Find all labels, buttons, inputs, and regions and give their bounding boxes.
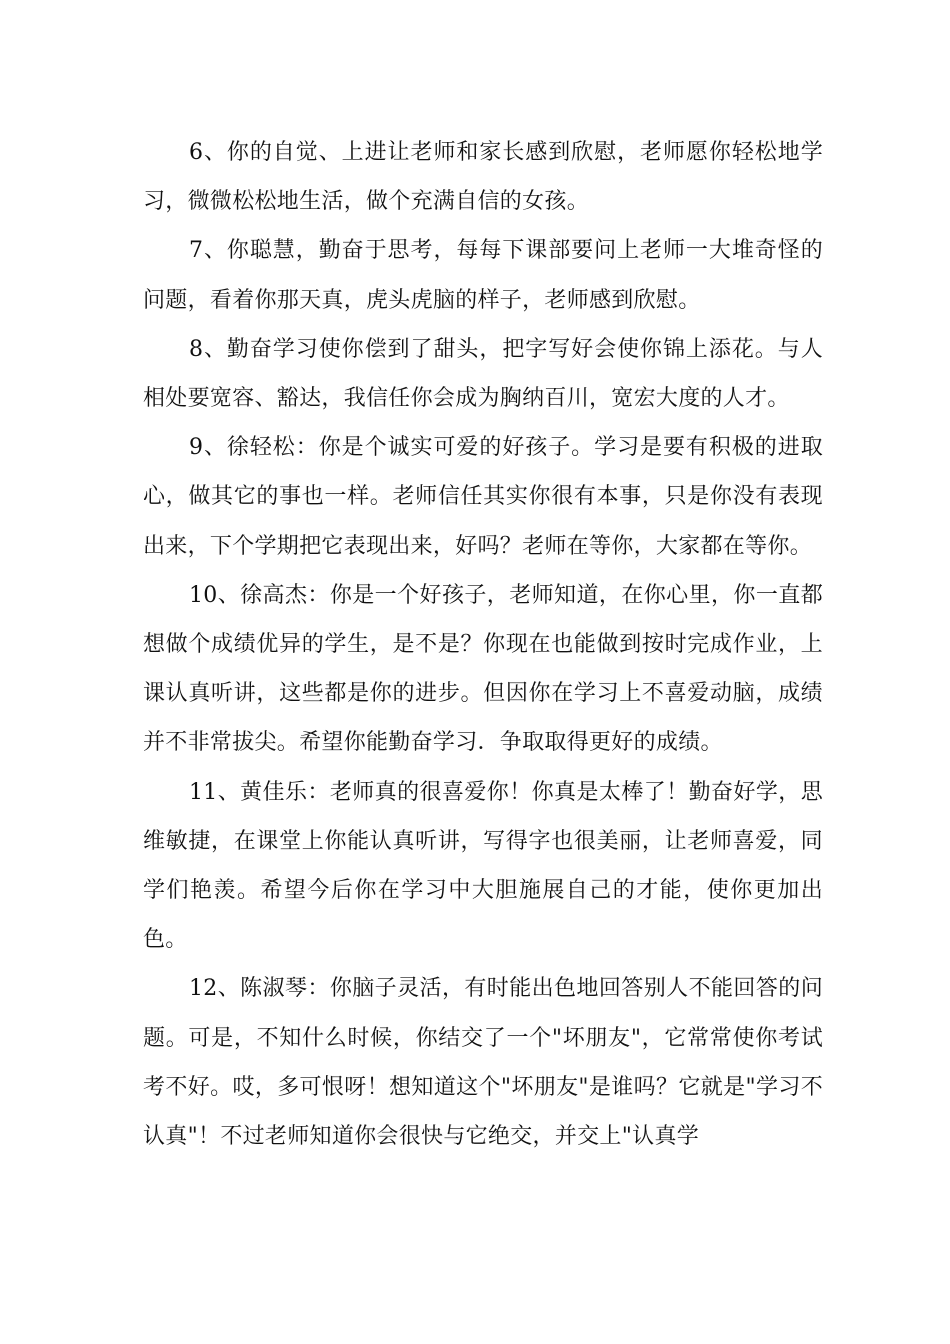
comment-paragraph-6: 6、你的自觉、上进让老师和家长感到欣慰，老师愿你轻松地学习，微微松松地生活，做个充满自信的女孩。 bbox=[143, 140, 823, 215]
comment-paragraph-7: 7、你聪慧，勤奋于思考，每每下课部要问上老师一大堆奇怪的问题，看着你那天真，虎头虎脑的样子，老师感到欣慰。 bbox=[143, 238, 823, 313]
comment-paragraph-9: 9、徐轻松：你是个诚实可爱的好孩子。学习是要有积极的进取心，做其它的事也一样。老师信任其实你很有本事，只是你没有表现出来，下个学期把它表现出来，好吗？老师在等你，大家都在等你。 bbox=[143, 435, 823, 559]
comment-paragraph-8: 8、勤奋学习使你偿到了甜头，把字写好会使你锦上添花。与人相处要宽容、豁达，我信任你会成为胸纳百川，宽宏大度的人才。 bbox=[143, 336, 823, 412]
comment-paragraph-10: 10、徐高杰：你是一个好孩子，老师知道，在你心里，你一直都想做个成绩优异的学生，是不是？你现在也能做到按时完成作业，上课认真听讲，这些都是你的进步。但因你在学习上不喜爱动脑，成绩并不非常拔尖。希望你能勤奋学习．争取取得更好的成绩。 bbox=[143, 582, 823, 756]
comment-paragraph-11: 11、黄佳乐：老师真的很喜爱你！你真是太棒了！勤奋好学，思维敏捷，在课堂上你能认真听讲，写得字也很美丽，让老师喜爱，同学们艳羡。希望今后你在学习中大胆施展自己的才能，使你更加出色。 bbox=[143, 779, 823, 953]
comment-paragraph-12: 12、陈淑琴：你脑子灵活，有时能出色地回答别人不能回答的问题。可是，不知什么时候，你结交了一个"坏朋友"，它常常使你考试考不好。哎，多可恨呀！想知道这个"坏朋友"是谁吗？它就是"学习不认真"！不过老师知道你会很快与它绝交，并交上"认真学 bbox=[143, 976, 823, 1150]
document-body bbox=[143, 128, 823, 1161]
